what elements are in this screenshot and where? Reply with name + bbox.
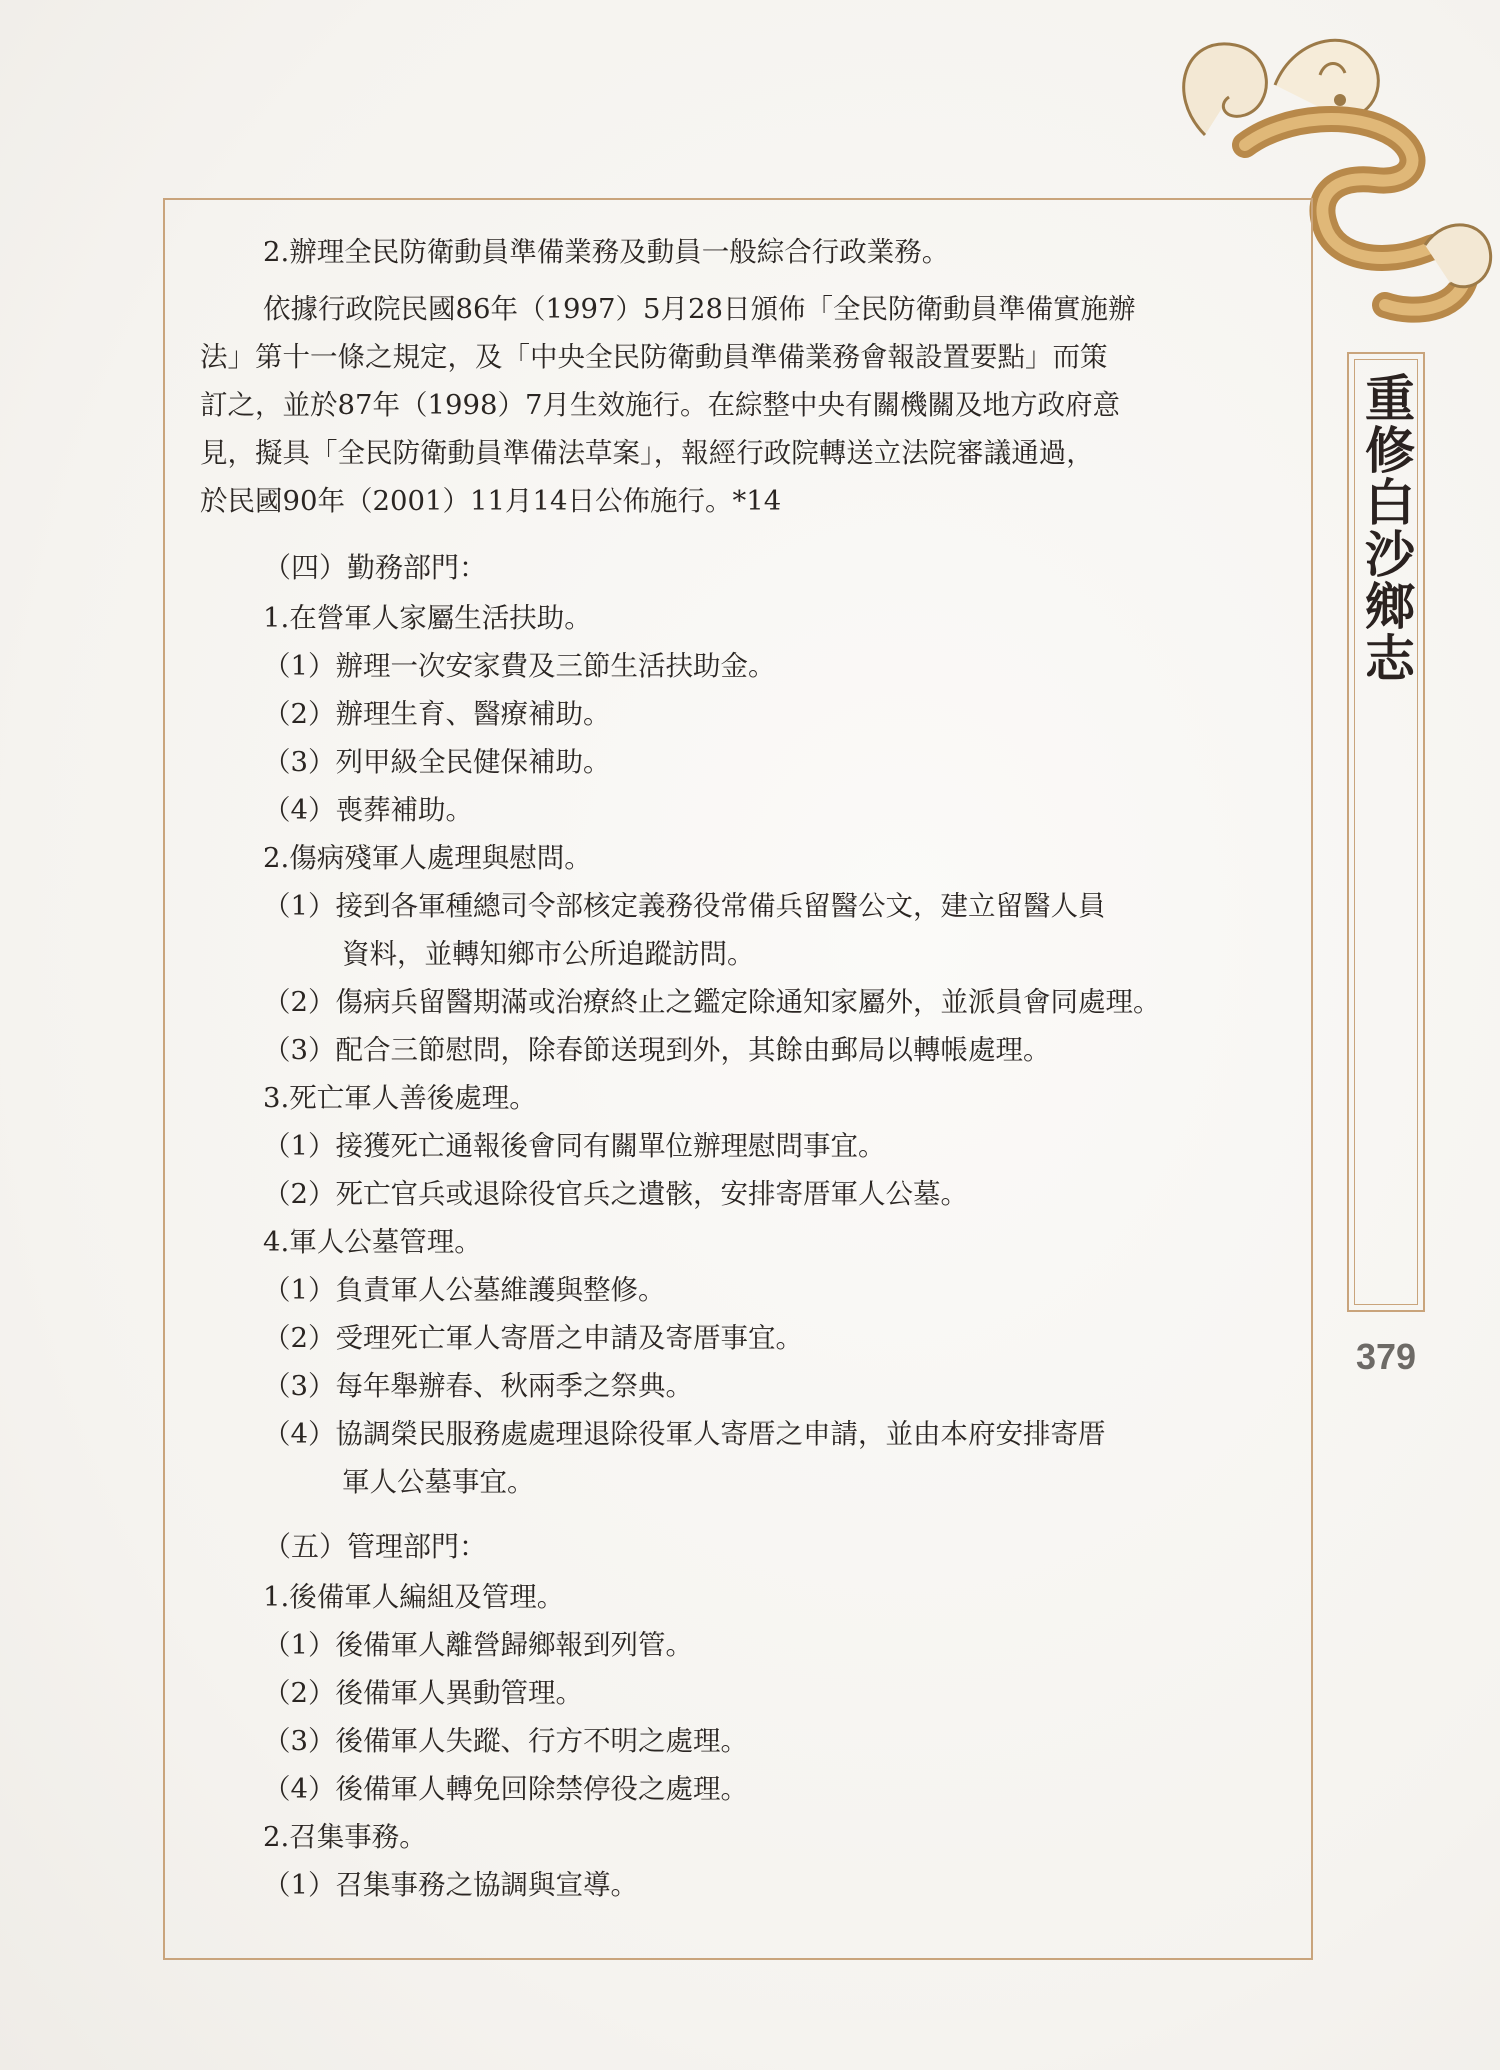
section-5-item-1-sub: （2）後備軍人異動管理。: [263, 1677, 583, 1709]
section-5-heading: （五）管理部門：: [263, 1530, 488, 1563]
intro-paragraph-line: 依據行政院民國86年（1997）5月28日頒佈「全民防衛動員準備實施辦: [263, 293, 1136, 325]
section-4-item-2: 2.傷病殘軍人處理與慰問。: [263, 842, 592, 874]
section-4-item-2-sub-continued: 資料，並轉知鄉市公所追蹤訪問。: [342, 938, 755, 970]
section-4-item-2-sub: （2）傷病兵留醫期滿或治療終止之鑑定除通知家屬外，並派員會同處理。: [263, 986, 1161, 1018]
section-4-item-1: 1.在營軍人家屬生活扶助。: [263, 602, 592, 634]
intro-paragraph-line: 見，擬具「全民防衛動員準備法草案」，報經行政院轉送立法院審議通過，: [200, 437, 1094, 469]
section-4-item-1-sub: （1）辦理一次安家費及三節生活扶助金。: [263, 650, 776, 682]
section-4-item-4-sub: （4）協調榮民服務處處理退除役軍人寄厝之申請，並由本府安排寄厝: [263, 1418, 1106, 1450]
side-title: 重修白沙鄉志: [1357, 372, 1415, 684]
section-4-heading: （四）勤務部門：: [263, 551, 488, 584]
section-5-item-1: 1.後備軍人編組及管理。: [263, 1581, 565, 1613]
section-4-item-3: 3.死亡軍人善後處理。: [263, 1082, 537, 1114]
section-4-item-2-sub: （1）接到各軍種總司令部核定義務役常備兵留醫公文，建立留醫人員: [263, 890, 1106, 922]
section-4-item-4-sub: （1）負責軍人公墓維護與整修。: [263, 1274, 666, 1306]
section-4-item-1-sub: （3）列甲級全民健保補助。: [263, 746, 611, 778]
section-4-item-2-sub: （3）配合三節慰問，除春節送現到外，其餘由郵局以轉帳處理。: [263, 1034, 1051, 1066]
section-5-item-1-sub: （3）後備軍人失蹤、行方不明之處理。: [263, 1725, 748, 1757]
section-4-item-4-sub: （3）每年舉辦春、秋兩季之祭典。: [263, 1370, 693, 1402]
page-number: 379: [1355, 1336, 1417, 1377]
section-4-item-3-sub: （1）接獲死亡通報後會同有關單位辦理慰問事宜。: [263, 1130, 886, 1162]
section-4-item-4: 4.軍人公墓管理。: [263, 1226, 482, 1258]
intro-paragraph-line: 於民國90年（2001）11月14日公佈施行。*14: [200, 485, 782, 517]
section-5-item-2: 2.召集事務。: [263, 1821, 427, 1853]
section-5-item-1-sub: （4）後備軍人轉免回除禁停役之處理。: [263, 1773, 748, 1805]
section-4-item-4-sub: （2）受理死亡軍人寄厝之申請及寄厝事宜。: [263, 1322, 803, 1354]
side-title-box: [1347, 352, 1425, 1312]
section-4-item-3-sub: （2）死亡官兵或退除役官兵之遺骸，安排寄厝軍人公墓。: [263, 1178, 968, 1210]
section-4-item-4-sub-continued: 軍人公墓事宜。: [342, 1466, 535, 1498]
section-4-item-1-sub: （4）喪葬補助。: [263, 794, 473, 826]
intro-paragraph-line: 法」第十一條之規定，及「中央全民防衛動員準備業務會報設置要點」而策: [200, 341, 1108, 373]
intro-item-2: 2.辦理全民防衛動員準備業務及動員一般綜合行政業務。: [263, 236, 950, 268]
section-5-item-2-sub: （1）召集事務之協調與宣導。: [263, 1869, 638, 1901]
intro-paragraph-line: 訂之，並於87年（1998）7月生效施行。在綜整中央有關機關及地方政府意: [200, 389, 1120, 421]
section-5-item-1-sub: （1）後備軍人離營歸鄉報到列管。: [263, 1629, 693, 1661]
section-4-item-1-sub: （2）辦理生育、醫療補助。: [263, 698, 611, 730]
